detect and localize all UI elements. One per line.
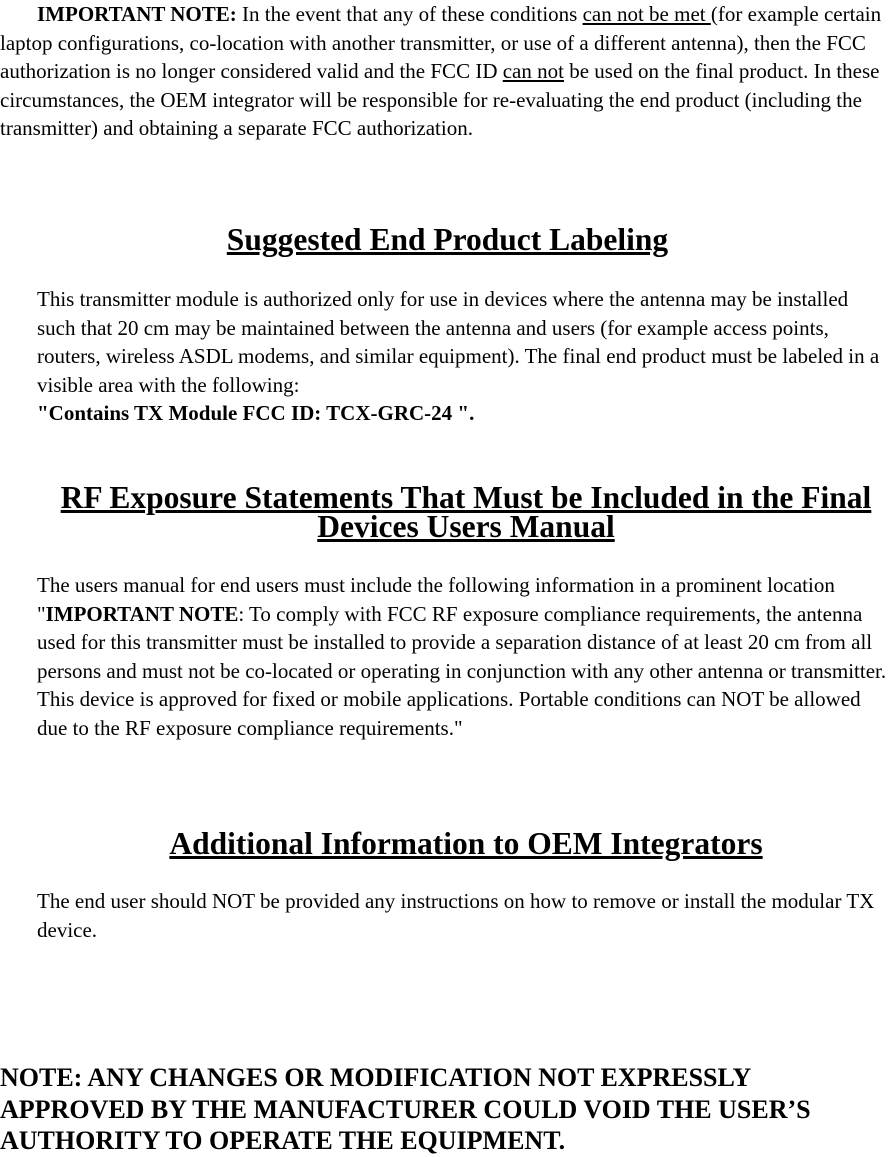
oem-info-paragraph: The end user should NOT be provided any instructions on how to remove or install the modular TX device. [37,889,875,942]
rf-exposure-important-label: IMPORTANT NOTE [45,601,239,626]
intro-underline-2: can not [502,59,564,84]
intro-text-3: be used on the final product. In these circumstances, the OEM integrator will be responsible for re-evaluating the end product (including the transmitter) and obtaining a separate FCC authorization. [0,59,880,141]
oem-info-heading: Additional Information to OEM Integrators [169,826,763,861]
rf-exposure-text-2: : To comply with FCC RF exposure compliance requirements, the antenna used for this transmitter must be installed to provide a separation distance of at least 20 cm from all persons and must not be co-located or operating in conjunction with any other antenna or transmitter. This device is approved for fixed or mobile applications. Portable conditions can NOT be allowed due to the RF exposure compliance requirements." [37,601,887,740]
rf-exposure-paragraph [37,571,895,743]
rf-exposure-text-1: The users manual for end users must include the following information in a prominent location " [37,573,835,626]
important-note-paragraph [0,0,895,143]
important-note-label: IMPORTANT NOTE: [37,2,237,26]
labeling-paragraph [37,285,887,428]
intro-text-1: In the event that any of these conditions [236,2,583,26]
intro-text-2: (for example certain laptop configurations, co-location with another transmitter, or use of a different antenna), then the FCC authorization is no longer considered valid and the FCC ID [0,2,882,84]
labeling-heading: Suggested End Product Labeling [226,222,669,257]
rf-exposure-heading: RF Exposure Statements That Must be Included in the Final Devices Users Manual [60,480,872,544]
final-note: NOTE: ANY CHANGES OR MODIFICATION NOT EXPRESSLY APPROVED BY THE MANUFACTURER COULD VOID THE USER’S AUTHORITY TO OPERATE THE EQUIPMENT. [0,1063,811,1155]
intro-underline-1: can not be met [582,2,711,26]
labeling-body: This transmitter module is authorized only for use in devices where the antenna may be installed such that 20 cm may be maintained between the antenna and users (for example access points, routers, wireless ASDL modems, and similar equipment). The final end product must be labeled in a visible area with the following: [37,287,880,397]
labeling-fcc-id-text: "Contains TX Module FCC ID: TCX-GRC-24 ". [37,401,475,426]
